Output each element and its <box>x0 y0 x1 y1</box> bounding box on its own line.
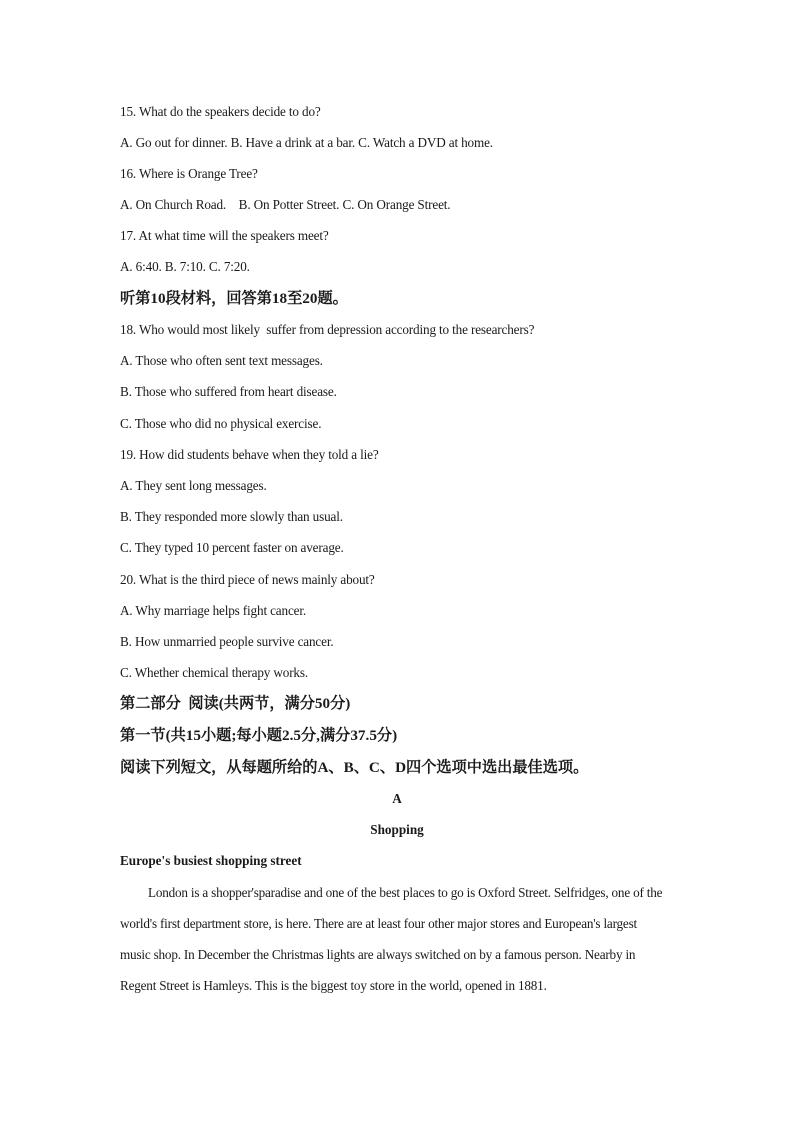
question-16-options: A. On Church Road. B. On Potter Street. C. On Orange Street. <box>120 197 451 212</box>
reading-part-heading: 第二部分 阅读(共两节，满分50分) <box>120 695 351 712</box>
question-15-options: A. Go out for dinner. B. Have a drink at a bar. C. Watch a DVD at home. <box>120 135 493 150</box>
question-15: 15. What do the speakers decide to do? <box>120 104 321 119</box>
question-20-option-a: A. Why marriage helps fight cancer. <box>120 603 307 618</box>
question-18-option-b: B. Those who suffered from heart disease. <box>120 384 337 399</box>
question-16: 16. Where is Orange Tree? <box>120 166 258 181</box>
question-19-option-c: C. They typed 10 percent faster on average. <box>120 540 344 555</box>
question-20-option-b: B. How unmarried people survive cancer. <box>120 634 334 649</box>
passage-paragraph: London is a shopper'sparadise and one of the best places to go is Oxford Street. Selfridges, one of the world's first department store, is here. There are at least four other major stores and European's largest music shop. In December the Christmas lights are always switched on by a famous person. Nearby in Regent Street is Hamleys. This is the biggest toy store in the world, opened in 1881. <box>120 885 663 993</box>
passage-letter: A <box>392 791 402 806</box>
question-19-option-a: A. They sent long messages. <box>120 478 267 493</box>
passage-title: Shopping <box>370 822 424 837</box>
section-10-heading: 听第10段材料，回答第18至20题。 <box>120 290 348 307</box>
question-20: 20. What is the third piece of news mainly about? <box>120 572 375 587</box>
reading-section-heading: 第一节(共15小题;每小题2.5分,满分37.5分) <box>120 727 398 744</box>
question-19-option-b: B. They responded more slowly than usual. <box>120 509 343 524</box>
question-17-options: A. 6:40. B. 7:10. C. 7:20. <box>120 259 250 274</box>
reading-instruction: 阅读下列短文，从每题所给的A、B、C、D四个选项中选出最佳选项。 <box>120 759 589 776</box>
passage-subheading: Europe's busiest shopping street <box>120 853 302 868</box>
question-18: 18. Who would most likely suffer from depression according to the researchers? <box>120 322 535 337</box>
question-19: 19. How did students behave when they told a lie? <box>120 447 379 462</box>
question-18-option-a: A. Those who often sent text messages. <box>120 353 323 368</box>
question-17: 17. At what time will the speakers meet? <box>120 228 329 243</box>
question-18-option-c: C. Those who did no physical exercise. <box>120 416 322 431</box>
question-20-option-c: C. Whether chemical therapy works. <box>120 665 309 680</box>
